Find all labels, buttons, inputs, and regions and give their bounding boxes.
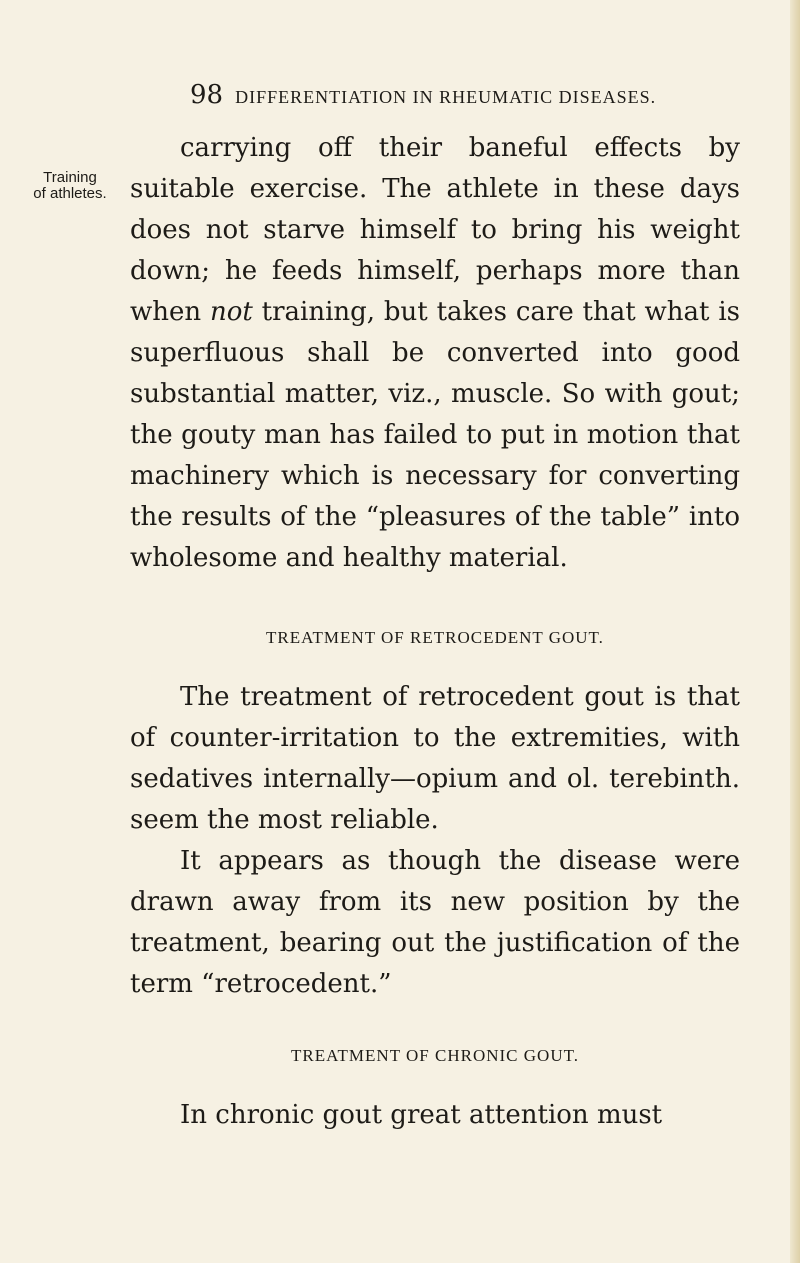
paragraph-1 bbox=[130, 128, 740, 579]
margin-note bbox=[30, 170, 110, 202]
emphasis-not: not bbox=[209, 297, 253, 327]
section-heading-chronic: TREATMENT OF CHRONIC GOUT. bbox=[291, 1046, 579, 1065]
paragraph-1-part-a: carrying off their baneful effects by suitable exercise. The athlete in these days does not starve himself to bring his weight down; he feeds himself, perhaps more than when bbox=[130, 133, 740, 327]
running-header bbox=[190, 80, 750, 110]
body-text bbox=[130, 128, 740, 1136]
paragraph-1-part-b: training, but takes care that what is superfluous shall be converted into good substantial matter, viz., muscle. So with gout; the gouty man has failed to put in motion that machinery which is necessary for converting the results of the “pleasures of the table” into wholesome and healthy material. bbox=[130, 297, 740, 573]
margin-note-line-2: of athletes. bbox=[33, 185, 107, 202]
paragraph-3: It appears as though the disease were drawn away from its new position by the treatment, bearing out the justification of the term “retrocedent.” bbox=[130, 846, 740, 999]
margin-note-line-1: Training bbox=[43, 169, 97, 186]
paragraph-2: The treatment of retrocedent gout is that of counter-irritation to the extremities, with sedatives internally—opium and ol. terebinth. seem the most reliable. bbox=[130, 682, 740, 835]
page-number: 98 bbox=[190, 80, 224, 110]
paragraph-4: In chronic gout great attention must bbox=[180, 1100, 663, 1130]
running-title: DIFFERENTIATION IN RHEUMATIC DISEASES. bbox=[235, 87, 657, 107]
page-edge bbox=[790, 0, 800, 1263]
section-heading-retrocedent: TREATMENT OF RETROCEDENT GOUT. bbox=[266, 628, 604, 647]
